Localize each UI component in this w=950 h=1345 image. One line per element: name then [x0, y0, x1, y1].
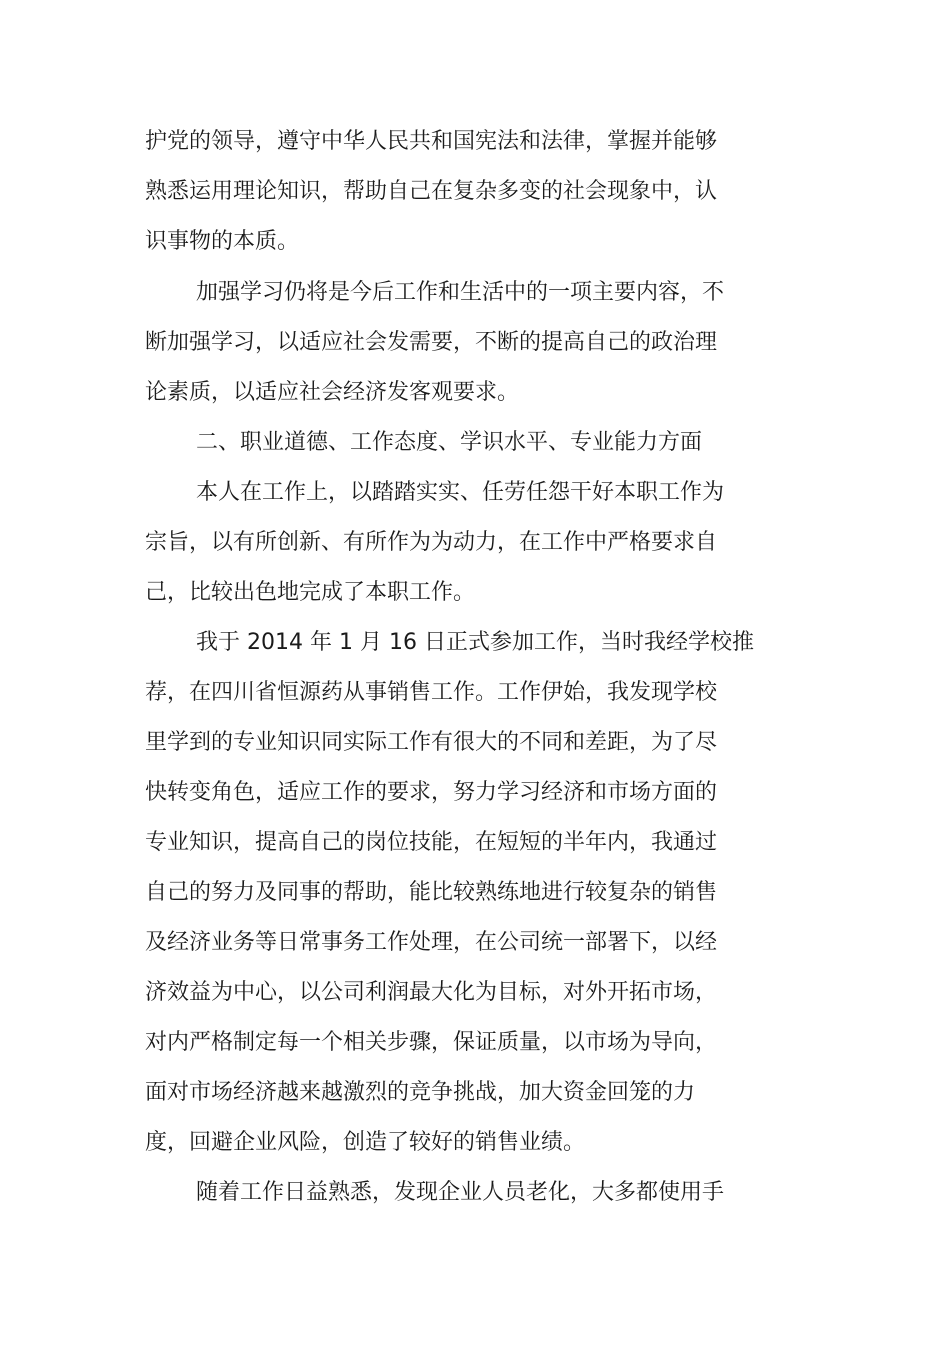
text-line: 己，比较出色地完成了本职工作。	[145, 580, 476, 605]
text-line: 专业知识，提高自己的岗位技能，在短短的半年内，我通过	[145, 830, 718, 855]
text-line: 对内严格制定每一个相关步骤，保证质量，以市场为导向，	[145, 1030, 718, 1055]
text-line: 断加强学习，以适应社会发需要，不断的提高自己的政治理	[145, 330, 718, 355]
section-heading: 二、职业道德、工作态度、学识水平、专业能力方面	[196, 430, 703, 455]
text-line: 济效益为中心，以公司利润最大化为目标，对外开拓市场，	[145, 980, 718, 1005]
text-line: 论素质，以适应社会经济发客观要求。	[145, 380, 520, 405]
text-line: 及经济业务等日常事务工作处理，在公司统一部署下，以经	[145, 930, 718, 955]
text-line: 面对市场经济越来越激烈的竞争挑战，加大资金回笼的力	[145, 1080, 696, 1105]
text-line: 荐，在四川省恒源药从事销售工作。工作伊始，我发现学校	[145, 680, 718, 705]
paragraph-first-line: 加强学习仍将是今后工作和生活中的一项主要内容，不	[196, 280, 725, 305]
text-line: 熟悉运用理论知识，帮助自己在复杂多变的社会现象中，认	[145, 179, 718, 204]
paragraph-first-line: 我于 2014 年 1 月 16 日正式参加工作，当时我经学校推	[196, 630, 754, 655]
text-line: 护党的领导，遵守中华人民共和国宪法和法律，掌握并能够	[145, 129, 718, 154]
text-line: 度，回避企业风险，创造了较好的销售业绩。	[145, 1130, 586, 1155]
paragraph-first-line: 本人在工作上，以踏踏实实、任劳任怨干好本职工作为	[196, 480, 725, 505]
text-line: 识事物的本质。	[145, 229, 300, 254]
text-line: 宗旨，以有所创新、有所作为为动力，在工作中严格要求自	[145, 530, 718, 555]
text-line: 快转变角色，适应工作的要求，努力学习经济和市场方面的	[145, 780, 718, 805]
paragraph-first-line: 随着工作日益熟悉，发现企业人员老化，大多都使用手	[196, 1180, 725, 1205]
text-line: 自己的努力及同事的帮助，能比较熟练地进行较复杂的销售	[145, 880, 718, 905]
text-line: 里学到的专业知识同实际工作有很大的不同和差距，为了尽	[145, 730, 718, 755]
